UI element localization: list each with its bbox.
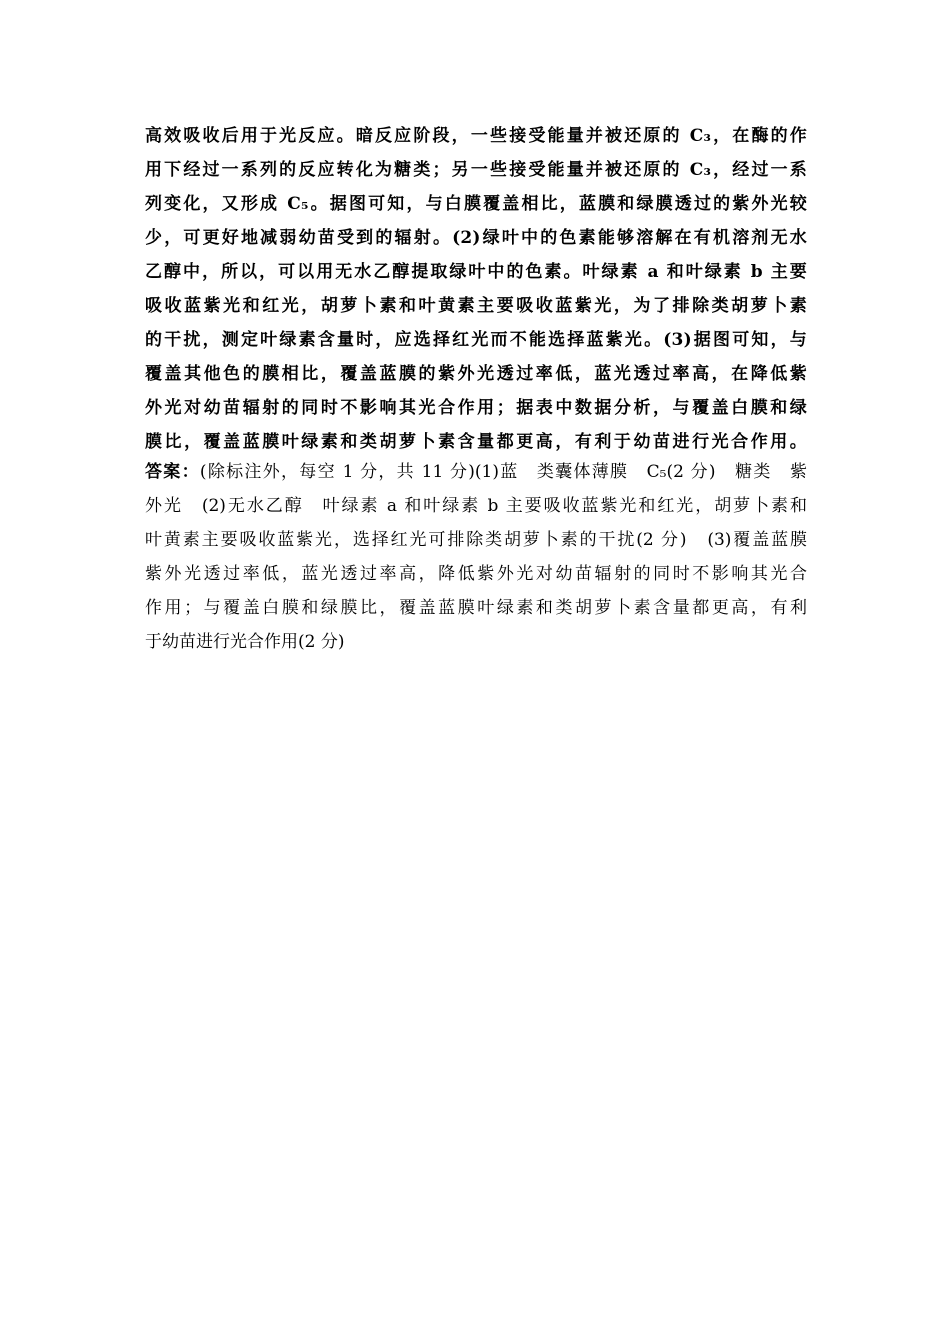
answer-line: 作用；与覆盖白膜和绿膜比，覆盖蓝膜叶绿素和类胡萝卜素含量都更高，有利	[145, 598, 807, 618]
answer-line	[145, 456, 807, 489]
analysis-line: 外光对幼苗辐射的同时不影响其光合作用；据表中数据分析，与覆盖白膜和绿	[145, 398, 807, 418]
answer-line-text: (除标注外，每空 1 分，共 11 分)(1)蓝 类囊体薄膜 C₅(2 分) 糖类 紫	[199, 462, 808, 482]
analysis-line: 少，可更好地减弱幼苗受到的辐射。(2)绿叶中的色素能够溶解在有机溶剂无水	[145, 228, 807, 248]
analysis-line: 覆盖其他色的膜相比，覆盖蓝膜的紫外光透过率低，蓝光透过率高，在降低紫	[145, 364, 807, 384]
analysis-line: 乙醇中，所以，可以用无水乙醇提取绿叶中的色素。叶绿素 a 和叶绿素 b 主要	[145, 262, 807, 282]
answer-line: 紫外光透过率低，蓝光透过率高，降低紫外光对幼苗辐射的同时不影响其光合	[145, 564, 807, 584]
answer-line: 于幼苗进行光合作用(2 分)	[145, 632, 345, 652]
answer-line: 叶黄素主要吸收蓝紫光，选择红光可排除类胡萝卜素的干扰(2 分) (3)覆盖蓝膜	[145, 530, 807, 550]
answer-line: 外光 (2)无水乙醇 叶绿素 a 和叶绿素 b 主要吸收蓝紫光和红光，胡萝卜素和	[145, 496, 807, 516]
analysis-line: 膜比，覆盖蓝膜叶绿素和类胡萝卜素含量都更高，有利于幼苗进行光合作用。	[145, 432, 807, 452]
analysis-line: 用下经过一系列的反应转化为糖类；另一些接受能量并被还原的 C₃，经过一系	[145, 160, 807, 180]
analysis-line: 的干扰，测定叶绿素含量时，应选择红光而不能选择蓝紫光。(3)据图可知，与	[145, 330, 807, 350]
analysis-line: 高效吸收后用于光反应。暗反应阶段，一些接受能量并被还原的 C₃，在酶的作	[145, 126, 807, 146]
analysis-line: 吸收蓝紫光和红光，胡萝卜素和叶黄素主要吸收蓝紫光，为了排除类胡萝卜素	[145, 296, 807, 316]
analysis-line: 列变化，又形成 C₅。据图可知，与白膜覆盖相比，蓝膜和绿膜透过的紫外光较	[145, 194, 807, 214]
answer-label: 答案：	[145, 462, 200, 482]
